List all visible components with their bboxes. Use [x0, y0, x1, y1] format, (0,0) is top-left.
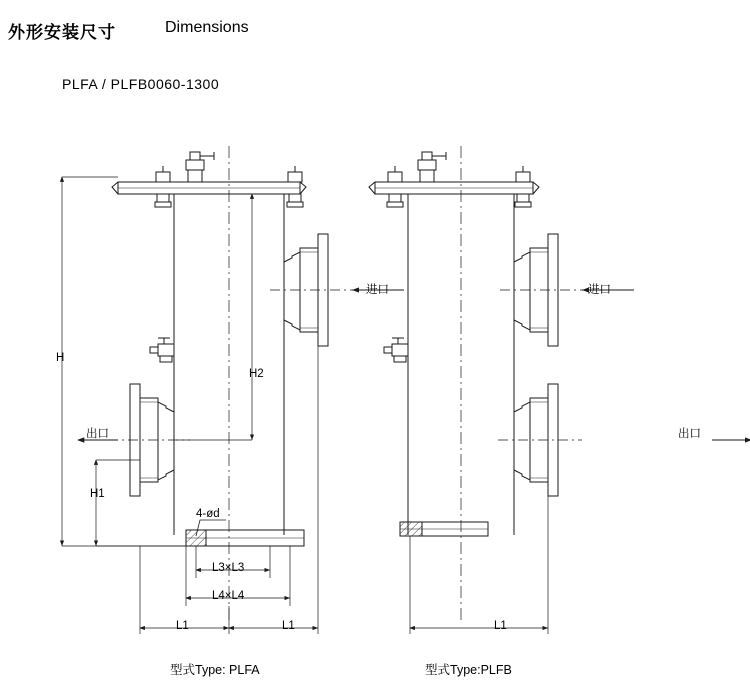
- dimension-label-h1: H1: [90, 488, 105, 500]
- caption-type-plfb: 型式Type:PLFB: [425, 663, 512, 677]
- dimension-label-l3: L3×L3: [212, 562, 245, 574]
- page-title-en: Dimensions: [165, 19, 249, 36]
- inlet-label-right: 进口: [588, 284, 611, 296]
- outlet-label-right: 出口: [678, 428, 701, 440]
- dimension-label-l1-b: L1: [494, 620, 507, 632]
- inlet-label-left: 进口: [366, 284, 389, 296]
- dimension-label-l1-left: L1: [176, 620, 189, 632]
- caption-type-plfa: 型式Type: PLFA: [170, 663, 260, 677]
- page-title-cn: 外形安装尺寸: [8, 23, 116, 42]
- dimension-label-l4: L4×L4: [212, 590, 245, 602]
- dimension-label-h: H: [56, 352, 65, 364]
- model-range-label: PLFA / PLFB0060-1300: [62, 76, 220, 92]
- dimension-label-h2: H2: [249, 368, 264, 380]
- outlet-label-left: 出口: [86, 428, 109, 440]
- dimension-label-l1-right: L1: [282, 620, 295, 632]
- dimension-label-holes: 4-ød: [196, 508, 220, 520]
